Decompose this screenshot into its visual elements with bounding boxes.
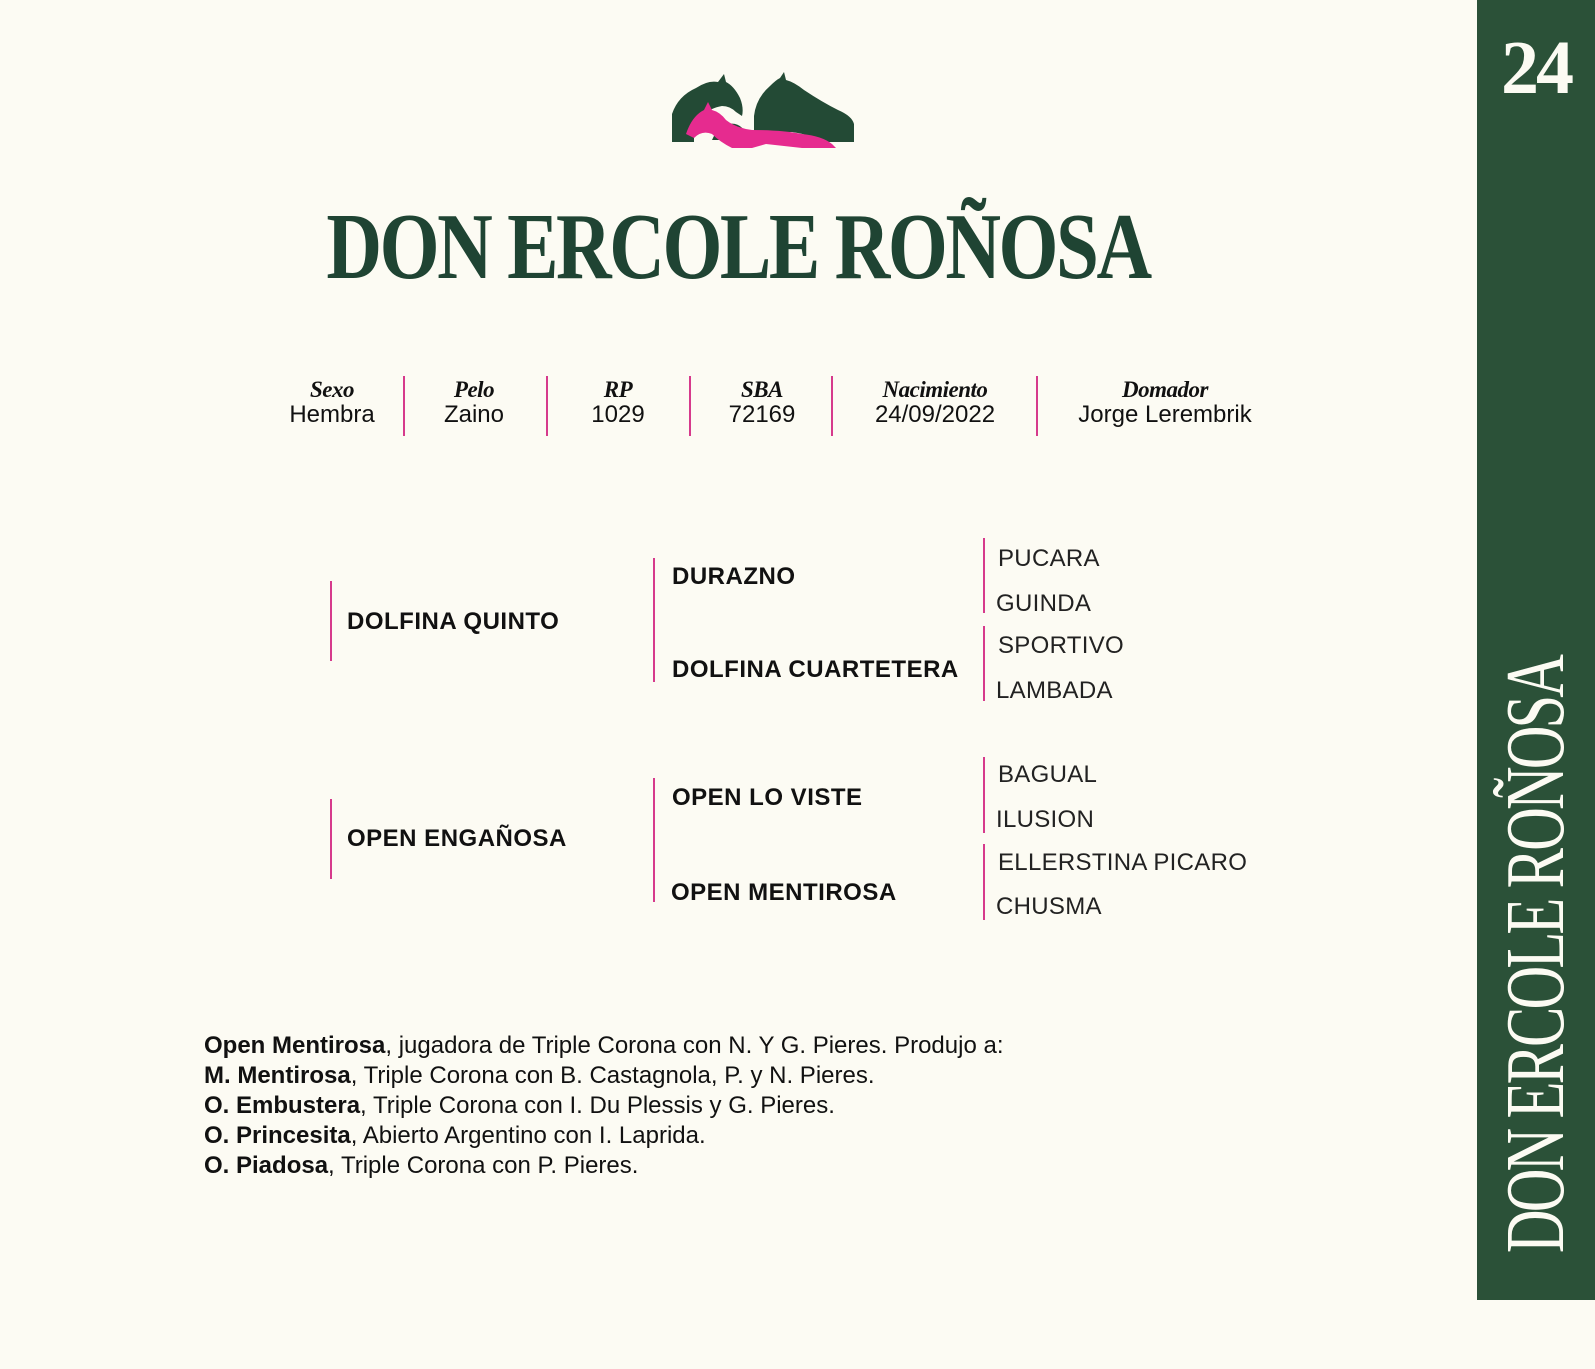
pedigree-sire-dam: DOLFINA CUARTETERA [672,656,959,683]
note-line [204,1061,1004,1091]
pedigree-ddam: LAMBADA [996,677,1113,704]
note-text: , Abierto Argentino con I. Laprida. [350,1122,706,1149]
pedigree-dam: OPEN ENGAÑOSA [347,825,567,852]
info-value: 24/09/2022 [874,401,996,429]
info-value: Jorge Lerembrik [1078,401,1252,429]
info-label: Sexo [310,377,354,402]
pedigree-dsdam: ILUSION [996,806,1095,833]
info-label: RP [603,377,633,402]
info-domador [1058,378,1272,429]
note-text: , jugadora de Triple Corona con N. Y G. Pieres. Produjo a: [385,1032,1004,1059]
note-text: , Triple Corona con I. Du Plessis y G. Pieres. [360,1092,835,1119]
notes [204,1031,1004,1181]
info-separator [831,376,833,436]
pedigree-dddam: CHUSMA [996,893,1102,920]
info-label: Nacimiento [882,377,988,402]
pedigree-dam-sire: OPEN LO VISTE [672,784,863,811]
horses-logo-icon [672,72,858,150]
pedigree-bar [653,778,655,902]
info-value: 72169 [728,401,796,429]
pedigree-dsire: SPORTIVO [998,632,1124,659]
info-nacimiento [845,378,1025,429]
note-line [204,1151,1004,1181]
pedigree-bar [983,757,985,833]
note-name: M. Mentirosa [204,1062,351,1089]
info-sexo [252,378,412,429]
note-name: O. Embustera [204,1092,361,1119]
pedigree-bar [330,581,332,661]
note-name: O. Piadosa [204,1152,329,1179]
note-line [204,1091,1004,1121]
note-text: , Triple Corona con B. Castagnola, P. y N. Pieres. [350,1062,875,1089]
info-value: Hembra [289,401,375,429]
sidebar [1477,0,1595,1300]
note-text: , Triple Corona con P. Pieres. [328,1152,639,1179]
pedigree-bar [983,538,985,613]
pedigree-sire: DOLFINA QUINTO [347,608,560,635]
pedigree-dam-dam: OPEN MENTIROSA [671,879,897,906]
page-title [0,195,1477,299]
pedigree-bar [983,844,985,920]
info-rp [538,378,698,429]
pedigree-bar [983,626,985,701]
info-sba [682,378,842,429]
side-title-text: DON ERCOLE ROÑOSA [1489,656,1582,1254]
info-label: SBA [741,377,783,402]
pedigree-ssire: PUCARA [998,545,1100,572]
pedigree-bar [330,799,332,879]
note-name: Open Mentirosa [204,1032,386,1059]
info-label: Domador [1122,377,1208,402]
info-separator [1036,376,1038,436]
side-title [1489,541,1582,1369]
pedigree-sdam: GUINDA [996,590,1092,617]
lot-number: 24 [1501,26,1571,110]
note-line [204,1031,1004,1061]
info-label: Pelo [453,377,495,402]
pedigree-ddsire: ELLERSTINA PICARO [998,849,1248,876]
note-line [204,1121,1004,1151]
pedigree-bar [653,558,655,682]
page-title-text: DON ERCOLE ROÑOSA [326,195,1151,299]
info-value: Zaino [443,401,505,429]
info-value: 1029 [591,401,645,429]
info-pelo [394,378,554,429]
pedigree-sire-sire: DURAZNO [672,563,796,590]
note-name: O. Princesita [204,1122,351,1149]
pedigree-dssire: BAGUAL [998,761,1098,788]
